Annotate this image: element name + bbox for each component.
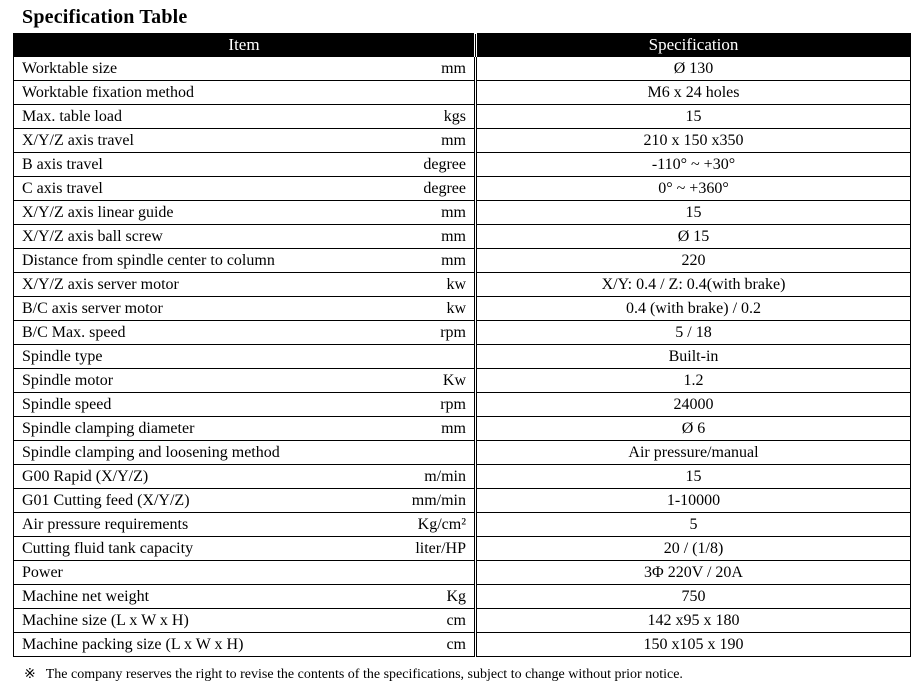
table-row: [14, 249, 911, 273]
item-cell: [14, 609, 476, 633]
item-unit: kgs: [443, 108, 466, 125]
column-header-item: Item: [14, 34, 476, 57]
table-row: [14, 297, 911, 321]
item-cell: [14, 57, 476, 81]
item-name: X/Y/Z axis server motor: [22, 276, 179, 293]
item-name: Spindle type: [22, 348, 103, 365]
table-row: [14, 609, 911, 633]
item-unit: Kg: [446, 588, 466, 605]
item-name: C axis travel: [22, 180, 103, 197]
item-unit: cm: [446, 612, 466, 629]
specification-value: 20 / (1/8): [476, 537, 911, 561]
table-row: [14, 489, 911, 513]
specification-value: X/Y: 0.4 / Z: 0.4(with brake): [476, 273, 911, 297]
item-cell: [14, 513, 476, 537]
item-cell: [14, 105, 476, 129]
item-unit: mm: [441, 228, 466, 245]
item-cell: [14, 321, 476, 345]
item-unit: mm: [441, 132, 466, 149]
item-cell: [14, 369, 476, 393]
item-cell: [14, 177, 476, 201]
specification-value: 150 x105 x 190: [476, 633, 911, 657]
item-name: B/C axis server motor: [22, 300, 163, 317]
specification-value: 0° ~ +360°: [476, 177, 911, 201]
table-body: [14, 57, 911, 657]
specification-value: -110° ~ +30°: [476, 153, 911, 177]
item-cell: [14, 153, 476, 177]
item-name: Max. table load: [22, 108, 122, 125]
specification-value: 210 x 150 x350: [476, 129, 911, 153]
specification-value: 750: [476, 585, 911, 609]
table-row: [14, 513, 911, 537]
specification-value: Air pressure/manual: [476, 441, 911, 465]
specification-value: 220: [476, 249, 911, 273]
specification-value: Ø 130: [476, 57, 911, 81]
specification-value: 15: [476, 201, 911, 225]
item-name: Worktable fixation method: [22, 84, 194, 101]
item-cell: [14, 225, 476, 249]
item-name: X/Y/Z axis linear guide: [22, 204, 174, 221]
item-cell: [14, 249, 476, 273]
table-row: [14, 129, 911, 153]
item-unit: mm: [441, 420, 466, 437]
specification-value: Built-in: [476, 345, 911, 369]
item-cell: [14, 297, 476, 321]
item-name: Worktable size: [22, 60, 118, 77]
item-name: Spindle speed: [22, 396, 112, 413]
specification-value: 15: [476, 105, 911, 129]
item-name: Distance from spindle center to column: [22, 252, 275, 269]
item-cell: [14, 345, 476, 369]
item-unit: mm: [441, 60, 466, 77]
table-row: [14, 153, 911, 177]
table-row: [14, 633, 911, 657]
table-header-row: [14, 34, 911, 57]
item-unit: degree: [423, 180, 466, 197]
item-name: G00 Rapid (X/Y/Z): [22, 468, 149, 485]
item-unit: m/min: [424, 468, 466, 485]
specification-value: 5: [476, 513, 911, 537]
item-name: Spindle clamping diameter: [22, 420, 195, 437]
item-name: Air pressure requirements: [22, 516, 189, 533]
item-name: X/Y/Z axis ball screw: [22, 228, 163, 245]
item-name: B axis travel: [22, 156, 103, 173]
item-unit: kw: [446, 276, 466, 293]
item-cell: [14, 633, 476, 657]
table-row: [14, 465, 911, 489]
item-cell: [14, 393, 476, 417]
item-unit: cm: [446, 636, 466, 653]
table-row: [14, 393, 911, 417]
item-cell: [14, 585, 476, 609]
reference-mark-icon: ※: [24, 667, 36, 682]
table-row: [14, 57, 911, 81]
specification-table: [13, 33, 911, 657]
item-cell: [14, 465, 476, 489]
specification-value: 5 / 18: [476, 321, 911, 345]
specification-value: 1.2: [476, 369, 911, 393]
item-unit: Kw: [442, 372, 466, 389]
table-row: [14, 177, 911, 201]
item-name: Cutting fluid tank capacity: [22, 540, 194, 557]
item-name: G01 Cutting feed (X/Y/Z): [22, 492, 190, 509]
item-name: Machine packing size (L x W x H): [22, 636, 244, 653]
item-unit: rpm: [440, 324, 466, 341]
item-name: Spindle motor: [22, 372, 114, 389]
item-cell: [14, 201, 476, 225]
specification-value: 0.4 (with brake) / 0.2: [476, 297, 911, 321]
item-unit: degree: [423, 156, 466, 173]
item-cell: [14, 129, 476, 153]
specification-value: 1-10000: [476, 489, 911, 513]
table-row: [14, 537, 911, 561]
specification-value: Ø 15: [476, 225, 911, 249]
page-title: Specification Table: [22, 6, 188, 28]
specification-value: 142 x95 x 180: [476, 609, 911, 633]
item-cell: [14, 417, 476, 441]
table-row: [14, 369, 911, 393]
item-unit: mm: [441, 204, 466, 221]
specification-value: 24000: [476, 393, 911, 417]
item-cell: [14, 273, 476, 297]
item-name: Power: [22, 564, 63, 581]
table-row: [14, 585, 911, 609]
specification-value: 15: [476, 465, 911, 489]
item-name: X/Y/Z axis travel: [22, 132, 134, 149]
table-row: [14, 441, 911, 465]
specification-value: Ø 6: [476, 417, 911, 441]
table-row: [14, 417, 911, 441]
item-name: Machine size (L x W x H): [22, 612, 189, 629]
item-cell: [14, 81, 476, 105]
item-unit: kw: [446, 300, 466, 317]
table-row: [14, 321, 911, 345]
disclaimer-note: [24, 666, 683, 683]
table-row: [14, 561, 911, 585]
item-cell: [14, 537, 476, 561]
table-row: [14, 105, 911, 129]
item-name: Machine net weight: [22, 588, 150, 605]
table-row: [14, 225, 911, 249]
table-row: [14, 273, 911, 297]
item-cell: [14, 489, 476, 513]
item-unit: rpm: [440, 396, 466, 413]
disclaimer-text: The company reserves the right to revise the contents of the specifications, subject to change without prior notice.: [45, 667, 683, 682]
specification-value: M6 x 24 holes: [476, 81, 911, 105]
item-unit: Kg/cm²: [417, 516, 466, 533]
specification-value: 3Φ 220V / 20A: [476, 561, 911, 585]
item-name: Spindle clamping and loosening method: [22, 444, 280, 461]
item-cell: [14, 561, 476, 585]
table-row: [14, 81, 911, 105]
table-row: [14, 345, 911, 369]
item-unit: liter/HP: [415, 540, 466, 557]
column-header-specification: Specification: [476, 34, 911, 57]
item-unit: mm: [441, 252, 466, 269]
item-unit: mm/min: [411, 492, 466, 509]
item-name: B/C Max. speed: [22, 324, 126, 341]
item-cell: [14, 441, 476, 465]
table-row: [14, 201, 911, 225]
